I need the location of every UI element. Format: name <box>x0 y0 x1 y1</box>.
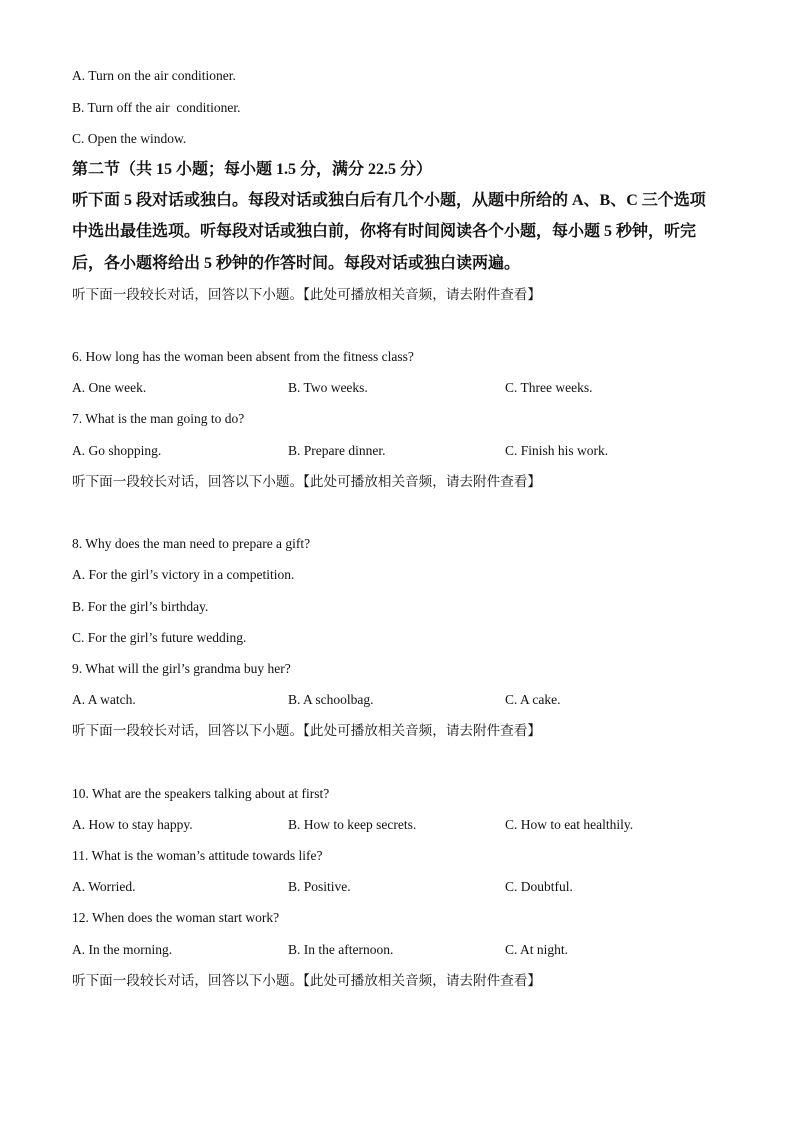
option-b: B. For the girl’s birthday. <box>72 598 209 614</box>
blank-line <box>72 310 722 341</box>
option-b: B. Positive. <box>288 879 351 895</box>
options-row <box>72 934 722 965</box>
option-a: A. A watch. <box>72 692 136 708</box>
audio-prompt: 听下面一段较长对话，回答以下小题。【此处可播放相关音频，请去附件查看】 <box>72 473 541 489</box>
options-row <box>72 684 722 715</box>
option-b: B. A schoolbag. <box>288 692 374 708</box>
option-c: C. For the girl’s future wedding. <box>72 629 247 645</box>
blank-line <box>72 497 722 528</box>
question-stem: 9. What will the girl’s grandma buy her? <box>72 660 291 676</box>
prior-option-c: C. Open the window. <box>72 130 187 146</box>
page-content <box>72 60 722 996</box>
question-stem: 12. When does the woman start work? <box>72 910 280 926</box>
option-a: A. For the girl’s victory in a competition. <box>72 567 295 583</box>
instruction-line: 后，各小题将给出 5 秒钟的作答时间。每段对话或独白读两遍。 <box>72 254 521 272</box>
option-a: A. Go shopping. <box>72 442 162 458</box>
option-c: C. At night. <box>505 941 569 957</box>
option-a: A. One week. <box>72 380 147 396</box>
option-c: C. How to eat healthily. <box>505 816 634 832</box>
question-stem: 6. How long has the woman been absent from the fitness class? <box>72 349 414 365</box>
option-b: B. How to keep secrets. <box>288 816 417 832</box>
question-stem: 10. What are the speakers talking about at first? <box>72 785 330 801</box>
option-b: B. Prepare dinner. <box>288 442 386 458</box>
prior-option-b: B. Turn off the air conditioner. <box>72 99 241 115</box>
options-row <box>72 871 722 902</box>
option-a: A. How to stay happy. <box>72 816 193 832</box>
options-row <box>72 372 722 403</box>
option-b: B. Two weeks. <box>288 380 368 396</box>
audio-prompt: 听下面一段较长对话，回答以下小题。【此处可播放相关音频，请去附件查看】 <box>72 723 541 739</box>
option-b: B. In the afternoon. <box>288 941 394 957</box>
option-a: A. Worried. <box>72 879 136 895</box>
instruction-line: 中选出最佳选项。听每段对话或独白前，你将有时间阅读各个小题，每小题 5 秒钟，听完 <box>72 223 697 241</box>
prior-option-a: A. Turn on the air conditioner. <box>72 68 236 84</box>
option-c: C. Doubtful. <box>505 879 573 895</box>
audio-prompt: 听下面一段较长对话，回答以下小题。【此处可播放相关音频，请去附件查看】 <box>72 972 541 988</box>
option-c: C. Three weeks. <box>505 380 593 396</box>
section-heading: 第二节（共 15 小题；每小题 1.5 分，满分 22.5 分） <box>72 160 433 178</box>
blank-line <box>72 747 722 778</box>
options-row <box>72 435 722 466</box>
audio-prompt: 听下面一段较长对话，回答以下小题。【此处可播放相关音频，请去附件查看】 <box>72 286 541 302</box>
option-c: C. A cake. <box>505 692 561 708</box>
options-row <box>72 809 722 840</box>
option-a: A. In the morning. <box>72 941 173 957</box>
option-c: C. Finish his work. <box>505 442 609 458</box>
question-stem: 7. What is the man going to do? <box>72 411 245 427</box>
question-stem: 11. What is the woman’s attitude towards life? <box>72 848 323 864</box>
question-stem: 8. Why does the man need to prepare a gift? <box>72 536 311 552</box>
instruction-line: 听下面 5 段对话或独白。每段对话或独白后有几个小题，从题中所给的 A、B、C 三个选项 <box>72 192 706 210</box>
